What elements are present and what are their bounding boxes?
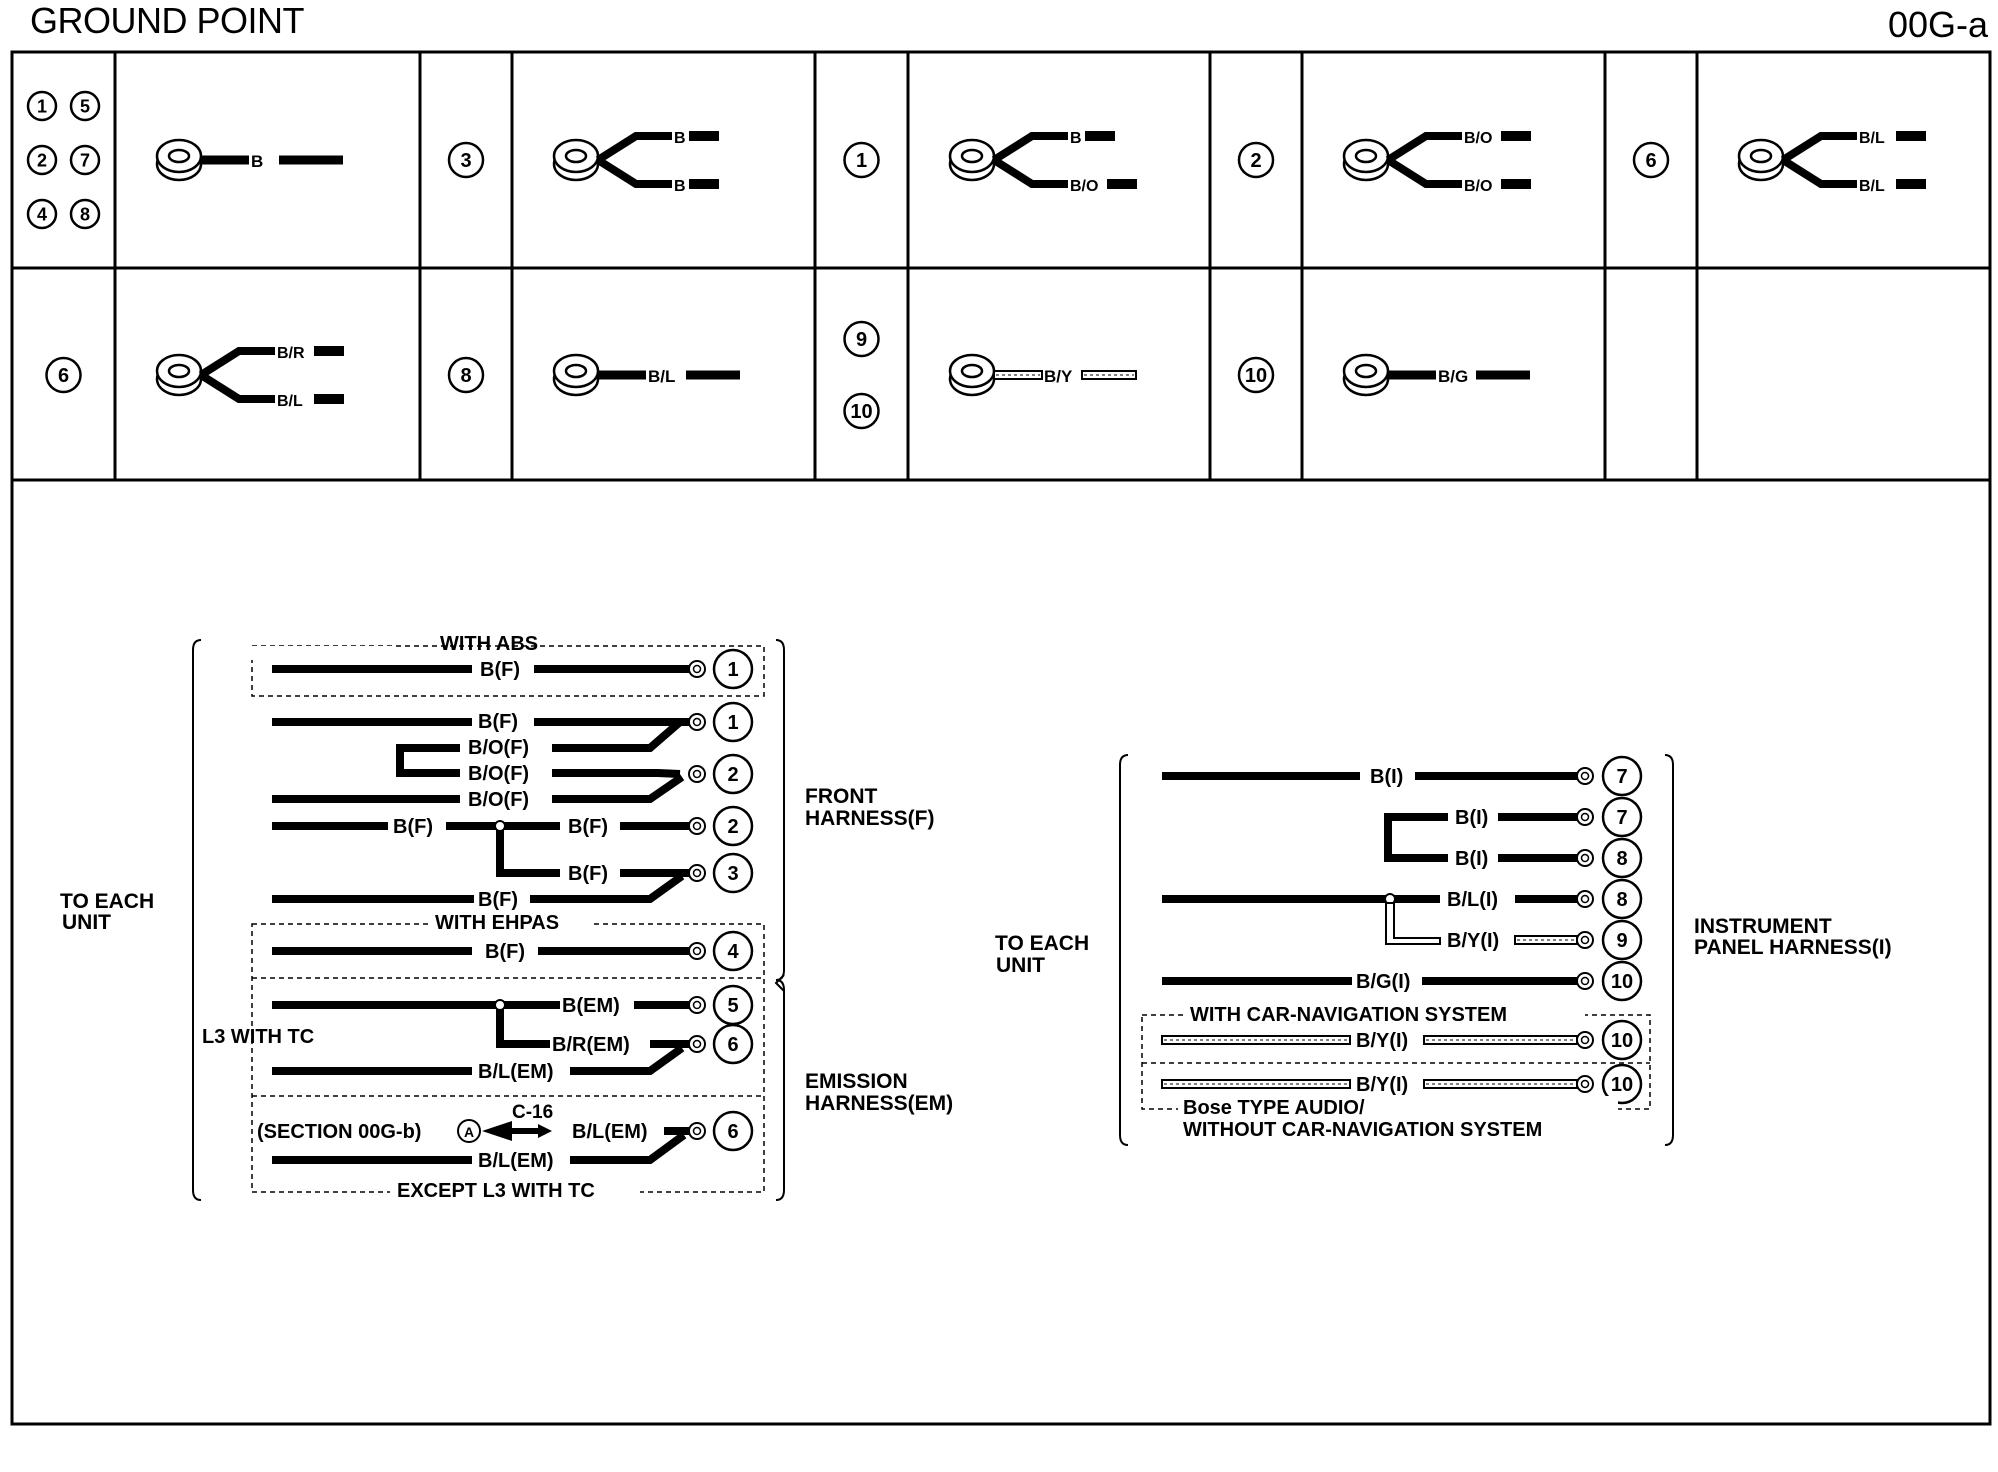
wire-label: B/O [1464,178,1493,195]
wire-label: B/Y(I) [1356,1074,1409,1096]
wire-label: B(I) [1455,807,1489,829]
wire [552,777,682,799]
group-label: Bose TYPE AUDIO/ [1183,1097,1365,1119]
wire-label: B/L(EM) [478,1150,554,1172]
eyelet-hole [1356,365,1376,377]
ground-number: 10 [850,401,873,424]
wire [500,1009,550,1044]
ground-eyelet-icon [950,140,994,180]
harness-label: HARNESS(EM) [805,1092,954,1115]
eyelet-hole [962,150,982,162]
wire-label: B(F) [393,816,433,838]
wire-label: B/Y(I) [1356,1030,1409,1052]
eyelet-hole [1751,150,1771,162]
mask [216,646,396,660]
harness-label: PANEL HARNESS(I) [1694,936,1892,959]
ground-point-marker [71,92,99,120]
page-title: GROUND POINT [30,0,305,41]
ground-point-marker [714,703,752,741]
ground-number: 8 [79,204,91,225]
terminal-inner [1582,773,1589,780]
ground-eyelet-icon [1344,140,1388,180]
ground-point-marker [714,986,752,1024]
wire-label: B(F) [478,711,518,733]
connector-arrow [482,1121,512,1141]
ground-number: 5 [79,96,91,117]
wire-label: B(F) [568,863,608,885]
ground-number: 2 [36,150,48,171]
ground-point-marker [1239,358,1273,392]
ground-number: 6 [57,365,70,388]
wire-label: B/Y [1044,367,1073,386]
wire-label: B/O(F) [468,789,530,811]
bracket [193,640,201,1200]
eyelet-hole [962,365,982,377]
wire [552,773,680,774]
ground-number: 2 [727,816,739,839]
group-label: WITH ABS [440,633,539,655]
ground-number: 10 [1610,971,1634,994]
to-each-unit-label: TO EACH [995,932,1090,955]
wire-label: B [1070,130,1082,147]
terminal-inner [694,870,701,877]
ground-eyelet-icon [1344,355,1388,395]
wire-label: B(I) [1370,766,1404,788]
ground-point-marker [714,1112,752,1150]
ground-number: 1 [727,712,739,735]
bracket [776,980,784,1200]
terminal-inner [694,1041,701,1048]
ground-point-marker [28,200,56,228]
terminal-inner [1582,1081,1589,1088]
ground-number: 3 [727,863,739,886]
group-label: EXCEPT L3 WITH TC [397,1180,595,1202]
ground-point-marker [1239,143,1273,177]
eyelet-hole [566,365,586,377]
ground-point-marker [845,394,879,428]
wire-hollow [1386,903,1440,944]
wire-branch [994,160,1068,184]
ground-point-marker [714,807,752,845]
wire-label: B/O [1464,130,1493,147]
wire-label: B [251,152,264,171]
ground-point-marker [1603,1021,1641,1059]
ground-eyelet-icon [157,140,201,180]
terminal-inner [1582,978,1589,985]
group-label: WITH EHPAS [435,912,560,934]
terminal-inner [694,666,701,673]
ground-point-marker [47,358,81,392]
wire-branch [994,136,1068,160]
wire-label: B [674,130,686,147]
ground-point-marker [714,755,752,793]
ground-number: 1 [36,96,48,117]
to-each-unit-label: TO EACH [60,890,155,913]
ground-point-marker [71,146,99,174]
wire-label: B/O [1070,178,1099,195]
ground-eyelet-icon [554,355,598,395]
wire-branch [1783,136,1857,160]
wire-branch [598,160,672,184]
ground-eyelet-icon [554,140,598,180]
ground-number: 6 [727,1034,739,1057]
connector-code: C-16 [512,1102,554,1123]
wire-branch [1783,160,1857,184]
ground-point-marker [449,358,483,392]
eyelet-hole [1356,150,1376,162]
wire-branch [598,136,672,160]
ground-point-marker [845,143,879,177]
wire-label: B/G(I) [1356,971,1411,993]
ground-number: 9 [855,329,868,352]
group-label: WITHOUT CAR-NAVIGATION SYSTEM [1183,1119,1543,1141]
group-label: WITH CAR-NAVIGATION SYSTEM [1190,1004,1508,1026]
ground-number: 10 [1610,1074,1634,1097]
wire-label: B/L(EM) [572,1121,648,1143]
ground-number: 8 [1616,889,1628,912]
ground-point-marker [714,932,752,970]
wire [1388,817,1448,858]
wire-label: B/R(EM) [552,1034,630,1056]
ground-point-marker [845,322,879,356]
ground-number: 10 [1610,1030,1634,1053]
ground-number: 7 [1616,807,1628,830]
wire-branch [201,375,275,399]
terminal-inner [694,1128,701,1135]
eyelet-hole [169,150,189,162]
to-each-unit-label: UNIT [62,911,111,934]
wire-label: B/G [1438,367,1469,386]
ground-number: 7 [79,150,91,171]
ground-number: 6 [1645,150,1657,173]
wire-label: B/L [277,393,303,410]
wire-label: B(EM) [562,995,620,1017]
ground-point-marker [1634,143,1668,177]
bracket [1665,755,1673,1145]
ground-number: 3 [460,150,472,173]
ground-eyelet-icon [157,355,201,395]
wire-label: B/R [277,345,305,362]
ground-number: 9 [1616,930,1628,953]
ground-point-marker [1603,757,1641,795]
ground-point-marker [28,146,56,174]
terminal-inner [694,771,701,778]
wire-label: B/L [1859,178,1885,195]
connector-letter: A [463,1124,475,1140]
junction [495,1000,505,1010]
outer-frame [12,52,1990,1424]
terminal-inner [1582,855,1589,862]
page-code: 00G-a [1887,4,1988,45]
ground-number: 2 [1250,150,1262,173]
wire-label: B(F) [568,816,608,838]
ground-point-marker [71,200,99,228]
harness-label: FRONT [805,785,878,808]
ground-number: 7 [1616,766,1628,789]
ground-number: 1 [727,659,739,682]
ground-point-marker [1603,798,1641,836]
to-each-unit-label: UNIT [996,954,1045,977]
harness-label: INSTRUMENT [1694,915,1832,938]
wire-label: B(I) [1455,848,1489,870]
wire-branch [201,351,275,375]
harness-label: EMISSION [805,1070,908,1093]
group-label: L3 WITH TC [202,1026,315,1048]
wire-branch [1388,160,1462,184]
terminal-inner [694,948,701,955]
junction [495,821,505,831]
wire [500,830,560,873]
wire-label: B/L(EM) [478,1061,554,1083]
wire-label: B/O(F) [468,763,530,785]
ground-number: 10 [1244,365,1268,388]
ground-number: 1 [855,150,868,173]
ground-point-marker [28,92,56,120]
wire-label: B/L [648,367,676,386]
ground-point-marker [714,650,752,688]
ground-number: 6 [727,1121,739,1144]
terminal-inner [1582,896,1589,903]
ground-number: 4 [36,204,48,225]
wire [400,748,460,773]
terminal-inner [1582,937,1589,944]
wire-label: B(F) [478,889,518,911]
ground-number: 2 [727,764,739,787]
ground-point-marker [1603,839,1641,877]
ground-point-marker [1603,921,1641,959]
wire-label: B/Y(I) [1447,930,1500,952]
wire-label: B/L [1859,130,1885,147]
ground-point-marker [449,143,483,177]
wire-label: B/O(F) [468,737,530,759]
ground-point-marker [1603,880,1641,918]
eyelet-hole [169,365,189,377]
ground-number: 8 [460,365,472,388]
wire-label: B/L(I) [1447,889,1499,911]
ground-number: 4 [727,941,739,964]
bracket [776,640,784,980]
ground-number: 8 [1616,848,1628,871]
terminal-inner [1582,1037,1589,1044]
connector-arrow-head [538,1124,552,1138]
ground-point-marker [714,854,752,892]
bracket [1120,755,1128,1145]
terminal-inner [694,719,701,726]
ground-number: 5 [727,995,739,1018]
ground-eyelet-icon [1739,140,1783,180]
wire-label: B(F) [485,941,525,963]
terminal-inner [694,823,701,830]
wire-branch [1388,136,1462,160]
ground-point-marker [714,1025,752,1063]
ground-eyelet-icon [950,355,994,395]
terminal-inner [694,1002,701,1009]
eyelet-hole [566,150,586,162]
ground-point-marker [1603,962,1641,1000]
harness-label: HARNESS(F) [805,807,935,830]
wire-label: B [674,178,686,195]
section-ref-label: (SECTION 00G-b) [257,1121,422,1143]
terminal-inner [1582,814,1589,821]
wire-label: B(F) [480,659,520,681]
